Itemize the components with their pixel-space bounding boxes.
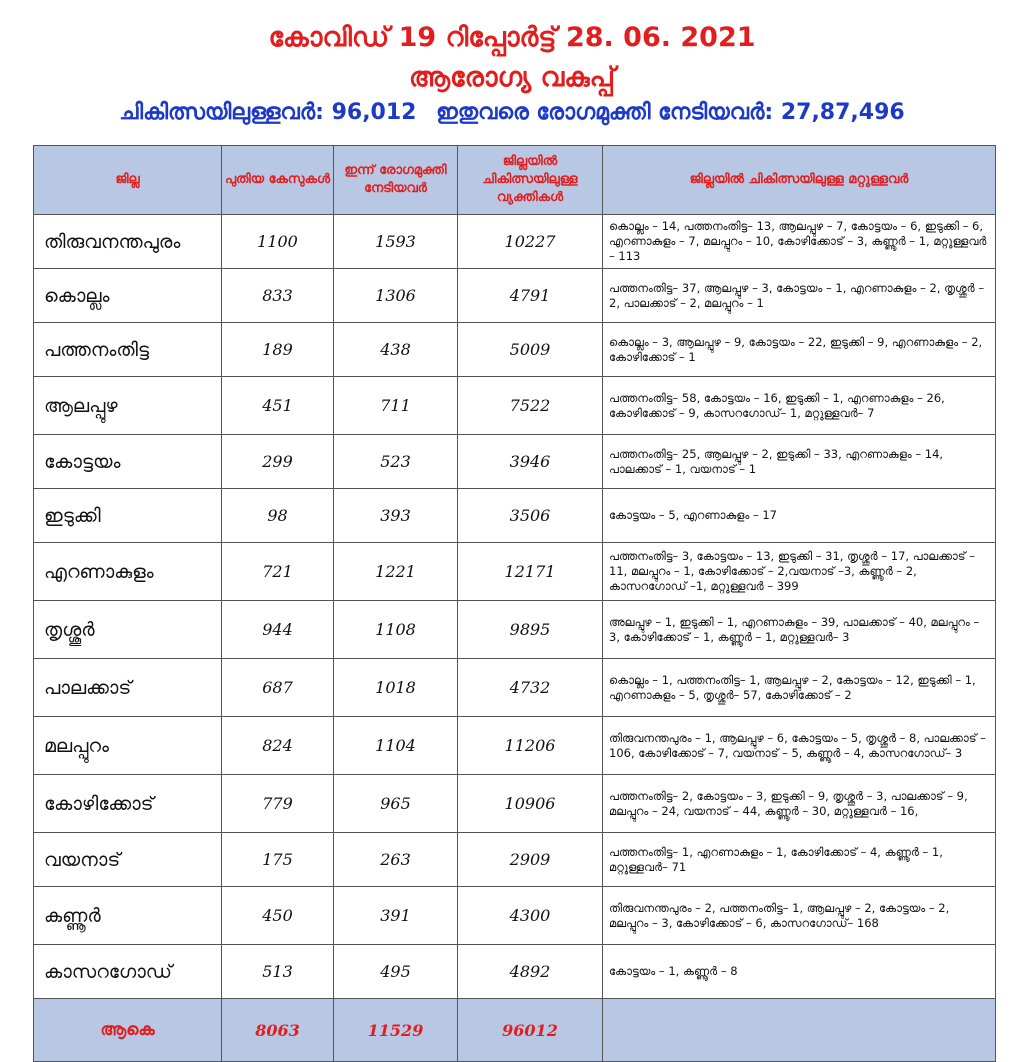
others-breakdown: പത്തനംതിട്ട– 25, ആലപ്പുഴ – 2, ഇടുക്കി – 33, എറണാകുളം – 14, പാലക്കാട് – 1, വയനാട് – 1 [603,435,996,489]
recovered: 391 [334,887,458,945]
others-breakdown: പത്തനംതിട്ട– 1, എറണാകുളം – 1, കോഴിക്കോട് – 4, കണ്ണൂർ – 1, മറ്റുള്ളവർ– 71 [603,833,996,887]
table-header-row [34,146,996,215]
col-district: ജില്ല [34,146,222,215]
new-cases: 98 [222,489,334,543]
in-treatment: 5009 [458,323,603,377]
recovered: 263 [334,833,458,887]
district-name: പാലക്കാട് [34,659,222,717]
recovered-summary: ഇതുവരെ രോഗമുക്തി നേടിയവർ: 27,87,496 [436,100,905,125]
district-name: കോഴിക്കോട് [34,775,222,833]
total-in-treatment: 96012 [458,999,603,1062]
district-name: കണ്ണൂർ [34,887,222,945]
new-cases: 833 [222,269,334,323]
in-treatment: 4300 [458,887,603,945]
total-new-cases: 8063 [222,999,334,1062]
total-others-empty [603,999,996,1062]
in-treatment: 11206 [458,717,603,775]
in-treatment: 4791 [458,269,603,323]
table-row [34,601,996,659]
new-cases: 1100 [222,215,334,269]
new-cases: 721 [222,543,334,601]
table-row [34,659,996,717]
table-row [34,717,996,775]
others-breakdown: പത്തനംതിട്ട– 37, ആലപ്പുഴ – 3, കോട്ടയം – 1, എറണാകുളം – 2, തൃശ്ശൂർ – 2, പാലക്കാട് – 2, മലപ്പുറം – 1 [603,269,996,323]
recovered: 523 [334,435,458,489]
table-row [34,435,996,489]
in-treatment: 4892 [458,945,603,999]
new-cases: 450 [222,887,334,945]
district-name: തിരുവനന്തപുരം [34,215,222,269]
in-treatment: 7522 [458,377,603,435]
new-cases: 299 [222,435,334,489]
in-treatment: 4732 [458,659,603,717]
summary-line [0,100,1024,125]
table-row [34,269,996,323]
new-cases: 189 [222,323,334,377]
table-row [34,377,996,435]
total-recovered: 11529 [334,999,458,1062]
new-cases: 175 [222,833,334,887]
district-name: കാസറഗോഡ് [34,945,222,999]
in-treatment: 9895 [458,601,603,659]
in-treatment: 3506 [458,489,603,543]
recovered: 965 [334,775,458,833]
others-breakdown: തിരുവനന്തപുരം – 1, ആലപ്പുഴ – 6, കോട്ടയം – 5, തൃശ്ശൂർ – 8, പാലക്കാട് – 106, കോഴിക്കോട് – 7, വയനാട് – 5, കണ്ണൂർ – 4, കാസറഗോഡ്– 3 [603,717,996,775]
new-cases: 451 [222,377,334,435]
district-name: എറണാകുളം [34,543,222,601]
district-name: പത്തനംതിട്ട [34,323,222,377]
others-breakdown: പത്തനംതിട്ട– 58, കോട്ടയം – 16, ഇടുക്കി – 1, എറണാകുളം – 26, കോഴിക്കോട് – 9, കാസറഗോഡ്– 1, മറ്റുള്ളവർ– 7 [603,377,996,435]
others-breakdown: കോട്ടയം – 5, എറണാകുളം – 17 [603,489,996,543]
in-treatment: 10906 [458,775,603,833]
in-treatment: 2909 [458,833,603,887]
new-cases: 513 [222,945,334,999]
district-name: വയനാട് [34,833,222,887]
others-breakdown: പത്തനംതിട്ട– 3, കോട്ടയം – 13, ഇടുക്കി – 31, തൃശ്ശൂർ – 17, പാലക്കാട് – 11, മലപ്പുറം – 1, കോഴിക്കോട് – 2,വയനാട് –3, കണ്ണൂർ – 2, കാസറഗോഡ് –1, മറ്റുള്ളവർ – 399 [603,543,996,601]
total-row [34,999,996,1062]
district-name: മലപ്പുറം [34,717,222,775]
district-name: ആലപ്പുഴ [34,377,222,435]
table-row [34,543,996,601]
district-name: ഇടുക്കി [34,489,222,543]
others-breakdown: കൊല്ലം – 14, പത്തനംതിട്ട– 13, ആലപ്പുഴ – 7, കോട്ടയം – 6, ഇടുക്കി – 6, എറണാകുളം – 7, മലപ്പുറം – 10, കോഴിക്കോട് – 3, കണ്ണൂർ – 1, മറ്റുള്ളവർ – 113 [603,215,996,269]
department-name: ആരോഗ്യ വകുപ്പ് [408,62,616,93]
table-row [34,323,996,377]
district-table [33,145,996,1062]
recovered: 438 [334,323,458,377]
recovered: 1018 [334,659,458,717]
new-cases: 824 [222,717,334,775]
in-treatment: 10227 [458,215,603,269]
recovered: 495 [334,945,458,999]
recovered: 1221 [334,543,458,601]
table-row [34,887,996,945]
new-cases: 944 [222,601,334,659]
in-treatment: 3946 [458,435,603,489]
district-name: കൊല്ലം [34,269,222,323]
col-treatment: ജില്ലയിൽ ചികിത്സയിലുള്ള വ്യക്തികൾ [458,146,603,215]
others-breakdown: കോട്ടയം – 1, കണ്ണൂർ – 8 [603,945,996,999]
others-breakdown: അലപ്പുഴ – 1, ഇടുക്കി – 1, എറണാകുളം – 39, പാലക്കാട് – 40, മലപ്പുറം – 3, കോഴിക്കോട് – 1, കണ്ണൂർ – 1, മറ്റുള്ളവർ– 3 [603,601,996,659]
others-breakdown: കൊല്ലം – 1, പത്തനംതിട്ട– 1, ആലപ്പുഴ – 2, കോട്ടയം – 12, ഇടുക്കി – 1, എറണാകുളം – 5, തൃശ്ശൂർ– 57, കോഴിക്കോട് – 2 [603,659,996,717]
col-new-cases: പുതിയ കേസുകൾ [222,146,334,215]
in-treatment-summary: ചികിത്സയിലുള്ളവർ: 96,012 [119,100,417,125]
recovered: 1306 [334,269,458,323]
district-name: തൃശ്ശൂർ [34,601,222,659]
table-row [34,833,996,887]
report-title: കോവിഡ് 19 റിപ്പോർട്ട് 28. 06. 2021 [268,22,756,53]
col-others: ജില്ലയിൽ ചികിത്സയിലുള്ള മറ്റുള്ളവർ [603,146,996,215]
table-row [34,215,996,269]
recovered: 393 [334,489,458,543]
district-name: കോട്ടയം [34,435,222,489]
new-cases: 687 [222,659,334,717]
new-cases: 779 [222,775,334,833]
recovered: 1108 [334,601,458,659]
in-treatment: 12171 [458,543,603,601]
recovered: 1104 [334,717,458,775]
others-breakdown: തിരുവനന്തപുരം – 2, പത്തനംതിട്ട– 1, ആലപ്പുഴ – 2, കോട്ടയം – 2, മലപ്പുറം – 3, കോഴിക്കോട് – 6, കാസറഗോഡ്– 168 [603,887,996,945]
table-row [34,489,996,543]
others-breakdown: പത്തനംതിട്ട– 2, കോട്ടയം – 3, ഇടുക്കി – 9, തൃശ്ശൂർ – 3, പാലക്കാട് – 9, മലപ്പുറം – 24, വയനാട് – 44, കണ്ണൂർ – 30, മറ്റുള്ളവർ – 16, [603,775,996,833]
recovered: 711 [334,377,458,435]
total-label: ആകെ [34,999,222,1062]
recovered: 1593 [334,215,458,269]
table-row [34,945,996,999]
table-row [34,775,996,833]
others-breakdown: കൊല്ലം – 3, ആലപ്പുഴ – 9, കോട്ടയം – 22, ഇടുക്കി – 9, എറണാകുളം – 2, കോഴിക്കോട് – 1 [603,323,996,377]
col-recovered: ഇന്ന് രോഗമുക്തി നേടിയവർ [334,146,458,215]
